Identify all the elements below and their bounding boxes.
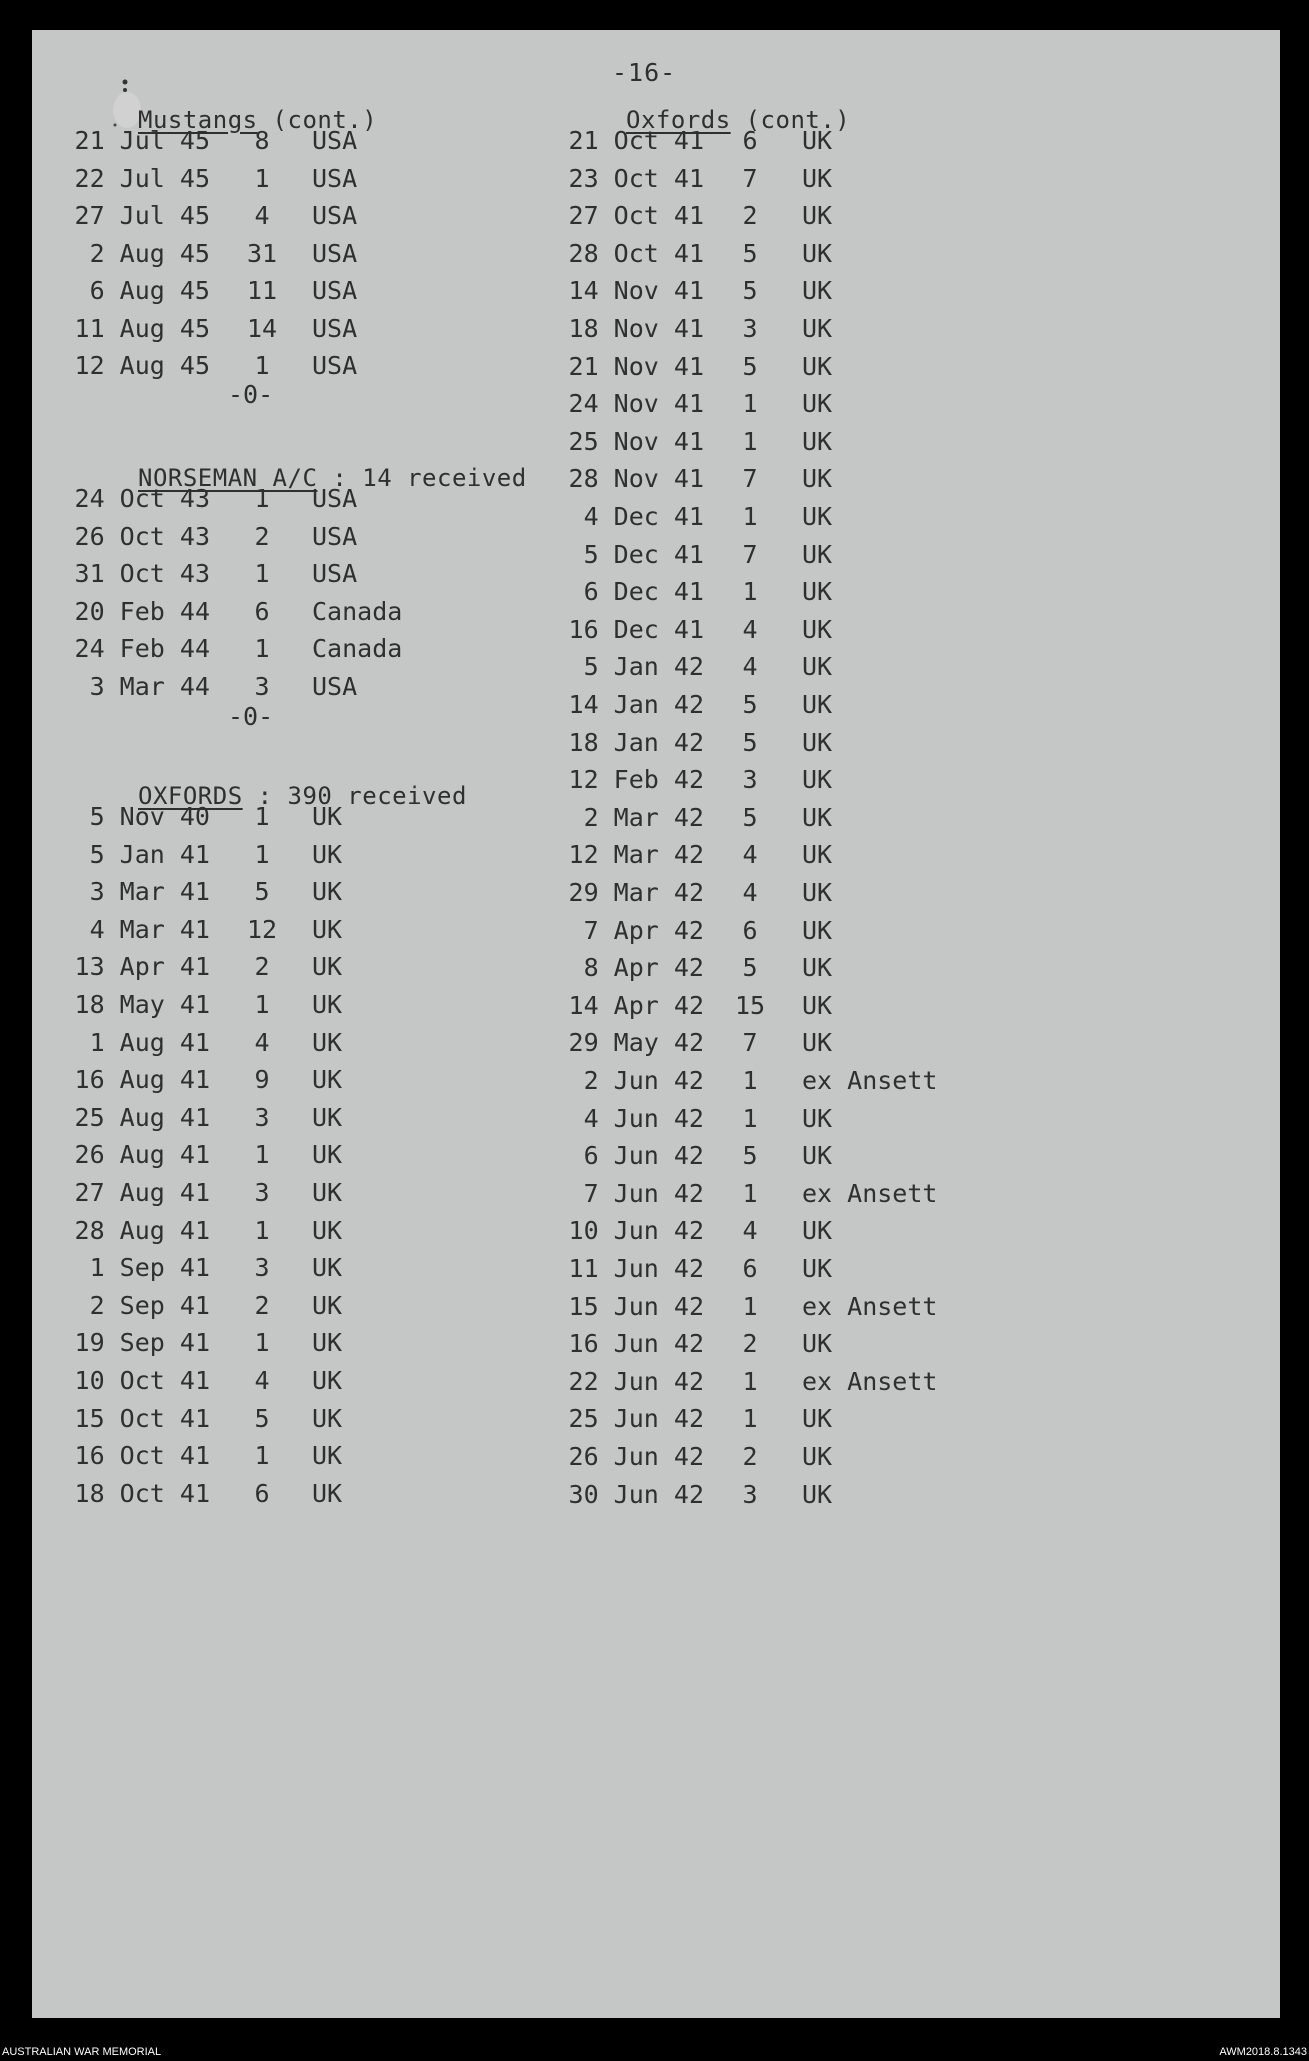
oxfords-cont-suffix: (cont.) <box>745 106 851 134</box>
row-date: 27 Aug 41 <box>74 1178 210 1207</box>
row-source: UK <box>802 652 833 681</box>
row-date: 18 Oct 41 <box>74 1479 210 1508</box>
row-quantity: 1 <box>254 1140 270 1169</box>
row-quantity: 14 <box>246 314 278 343</box>
row-quantity: 1 <box>254 634 270 663</box>
table-row <box>32 1141 1232 1181</box>
table-row <box>32 1216 1232 1256</box>
row-source: UK <box>802 991 833 1020</box>
row-date: 15 Jun 42 <box>568 1292 704 1321</box>
row-source: UK <box>802 1442 833 1471</box>
row-date: 30 Jun 42 <box>568 1480 704 1509</box>
row-date: 11 Aug 45 <box>74 314 210 343</box>
table-row <box>32 953 1232 993</box>
table-row <box>32 728 1232 768</box>
row-date: 19 Sep 41 <box>74 1328 210 1357</box>
row-source: ex Ansett <box>802 1367 938 1396</box>
row-source: UK <box>312 1404 343 1433</box>
row-source: USA <box>312 276 358 305</box>
row-date: 3 Mar 44 <box>89 672 210 701</box>
row-quantity: 1 <box>254 1216 270 1245</box>
row-quantity: 15 <box>734 991 766 1020</box>
row-date: 1 Sep 41 <box>89 1253 210 1282</box>
table-row <box>32 276 1232 316</box>
footer-institution: AUSTRALIAN WAR MEMORIAL <box>2 2046 162 2058</box>
row-date: 2 Jun 42 <box>583 1066 704 1095</box>
row-source: USA <box>312 201 358 230</box>
row-date: 4 Jun 42 <box>583 1104 704 1133</box>
row-date: 4 Mar 41 <box>89 915 210 944</box>
row-source: UK <box>312 802 343 831</box>
row-quantity: 4 <box>742 615 758 644</box>
row-source: USA <box>312 484 358 513</box>
row-date: 14 Nov 41 <box>568 276 704 305</box>
row-quantity: 1 <box>742 1367 758 1396</box>
row-source: UK <box>802 427 833 456</box>
row-date: 7 Jun 42 <box>583 1179 704 1208</box>
table-row <box>32 840 1232 880</box>
table-row <box>32 1404 1232 1444</box>
row-date: 10 Oct 41 <box>74 1366 210 1395</box>
row-source: UK <box>312 1479 343 1508</box>
row-date: 18 Jan 42 <box>568 728 704 757</box>
document-page <box>32 30 1280 2018</box>
row-source: USA <box>312 164 358 193</box>
table-row <box>32 1480 1232 1520</box>
row-quantity: 1 <box>742 1104 758 1133</box>
table-row <box>32 1104 1232 1144</box>
row-source: UK <box>312 952 343 981</box>
row-quantity: 1 <box>742 1404 758 1433</box>
row-quantity: 4 <box>254 1028 270 1057</box>
row-source: UK <box>312 840 343 869</box>
row-date: 21 Jul 45 <box>74 126 210 155</box>
row-source: UK <box>802 502 833 531</box>
row-source: UK <box>312 1328 343 1357</box>
table-row <box>32 464 1232 504</box>
row-quantity: 5 <box>742 352 758 381</box>
row-source: UK <box>802 728 833 757</box>
row-quantity: 1 <box>254 1328 270 1357</box>
row-source: UK <box>312 1366 343 1395</box>
row-date: 24 Feb 44 <box>74 634 210 663</box>
table-row <box>32 991 1232 1031</box>
row-source: USA <box>312 351 358 380</box>
row-source: UK <box>802 690 833 719</box>
row-quantity: 6 <box>742 126 758 155</box>
row-quantity: 1 <box>742 427 758 456</box>
row-date: 5 Dec 41 <box>583 540 704 569</box>
row-quantity: 5 <box>742 690 758 719</box>
row-source: UK <box>802 615 833 644</box>
norseman-separator: -0- <box>228 702 274 731</box>
row-source: UK <box>802 164 833 193</box>
row-date: 5 Jan 41 <box>89 840 210 869</box>
row-source: UK <box>802 1480 833 1509</box>
table-row <box>32 164 1232 204</box>
footer-reference: AWM2018.8.1343 <box>1219 2046 1307 2058</box>
row-quantity: 1 <box>742 1066 758 1095</box>
row-source: USA <box>312 672 358 701</box>
row-source: UK <box>802 577 833 606</box>
row-quantity: 4 <box>254 201 270 230</box>
row-source: UK <box>312 1291 343 1320</box>
row-date: 2 Sep 41 <box>89 1291 210 1320</box>
row-quantity: 11 <box>246 276 278 305</box>
row-date: 25 Nov 41 <box>568 427 704 456</box>
row-date: 20 Feb 44 <box>74 597 210 626</box>
row-date: 12 Mar 42 <box>568 840 704 869</box>
row-source: USA <box>312 522 358 551</box>
row-date: 5 Jan 42 <box>583 652 704 681</box>
row-quantity: 4 <box>742 1216 758 1245</box>
row-source: UK <box>802 1104 833 1133</box>
row-source: UK <box>802 1329 833 1358</box>
table-row <box>32 652 1232 692</box>
row-quantity: 2 <box>254 1291 270 1320</box>
row-source: USA <box>312 239 358 268</box>
row-quantity: 1 <box>254 840 270 869</box>
table-row <box>32 1442 1232 1482</box>
row-date: 28 Nov 41 <box>568 464 704 493</box>
row-source: UK <box>802 953 833 982</box>
row-quantity: 6 <box>742 1254 758 1283</box>
table-row <box>32 502 1232 542</box>
row-quantity: 5 <box>742 239 758 268</box>
row-source: UK <box>802 201 833 230</box>
row-quantity: 1 <box>742 389 758 418</box>
row-source: UK <box>312 1103 343 1132</box>
row-date: 25 Jun 42 <box>568 1404 704 1433</box>
row-quantity: 4 <box>254 1366 270 1395</box>
row-date: 24 Oct 43 <box>74 484 210 513</box>
row-date: 31 Oct 43 <box>74 559 210 588</box>
row-date: 26 Oct 43 <box>74 522 210 551</box>
row-quantity: 5 <box>254 877 270 906</box>
table-row <box>32 803 1232 843</box>
row-quantity: 31 <box>246 239 278 268</box>
row-source: UK <box>312 990 343 1019</box>
row-quantity: 1 <box>742 1292 758 1321</box>
table-row <box>32 878 1232 918</box>
row-date: 23 Oct 41 <box>568 164 704 193</box>
row-date: 6 Aug 45 <box>89 276 210 305</box>
row-quantity: 5 <box>742 1141 758 1170</box>
table-row <box>32 690 1232 730</box>
row-quantity: 1 <box>742 577 758 606</box>
row-quantity: 6 <box>742 916 758 945</box>
table-row <box>32 126 1232 166</box>
row-source: UK <box>802 314 833 343</box>
table-row <box>32 540 1232 580</box>
table-row <box>32 1292 1232 1332</box>
row-quantity: 1 <box>254 164 270 193</box>
row-source: UK <box>802 464 833 493</box>
row-source: UK <box>802 840 833 869</box>
row-source: UK <box>312 1028 343 1057</box>
row-source: ex Ansett <box>802 1066 938 1095</box>
row-source: UK <box>312 1253 343 1282</box>
row-quantity: 12 <box>246 915 278 944</box>
row-date: 27 Oct 41 <box>568 201 704 230</box>
row-source: UK <box>802 389 833 418</box>
row-quantity: 1 <box>254 1441 270 1470</box>
row-quantity: 3 <box>254 1103 270 1132</box>
row-quantity: 3 <box>254 672 270 701</box>
row-source: UK <box>802 276 833 305</box>
row-source: UK <box>312 915 343 944</box>
row-date: 6 Dec 41 <box>583 577 704 606</box>
row-date: 21 Nov 41 <box>568 352 704 381</box>
table-row <box>32 389 1232 429</box>
row-source: USA <box>312 126 358 155</box>
row-source: UK <box>312 1178 343 1207</box>
row-source: UK <box>802 1141 833 1170</box>
row-date: 18 Nov 41 <box>568 314 704 343</box>
row-source: ex Ansett <box>802 1292 938 1321</box>
row-source: UK <box>312 1065 343 1094</box>
row-quantity: 4 <box>742 878 758 907</box>
row-source: UK <box>312 877 343 906</box>
row-source: ex Ansett <box>802 1179 938 1208</box>
row-quantity: 7 <box>742 540 758 569</box>
row-date: 16 Jun 42 <box>568 1329 704 1358</box>
row-quantity: 4 <box>742 652 758 681</box>
row-date: 1 Aug 41 <box>89 1028 210 1057</box>
row-date: 12 Aug 45 <box>74 351 210 380</box>
row-date: 5 Nov 40 <box>89 802 210 831</box>
mustangs-suffix: (cont.) <box>272 106 378 134</box>
row-date: 28 Oct 41 <box>568 239 704 268</box>
row-quantity: 2 <box>742 201 758 230</box>
row-source: UK <box>312 1441 343 1470</box>
norseman-title: NORSEMAN A/C <box>138 464 318 492</box>
row-date: 16 Dec 41 <box>568 615 704 644</box>
row-quantity: 5 <box>254 1404 270 1433</box>
table-row <box>32 201 1232 241</box>
row-source: UK <box>802 765 833 794</box>
table-row <box>32 1367 1232 1407</box>
oxfords-suffix: : 390 received <box>257 782 467 810</box>
row-quantity: 9 <box>254 1065 270 1094</box>
row-quantity: 1 <box>254 990 270 1019</box>
table-row <box>32 239 1232 279</box>
row-date: 22 Jun 42 <box>568 1367 704 1396</box>
row-date: 13 Apr 41 <box>74 952 210 981</box>
row-date: 24 Nov 41 <box>568 389 704 418</box>
row-date: 29 Mar 42 <box>568 878 704 907</box>
row-quantity: 1 <box>254 559 270 588</box>
row-quantity: 6 <box>254 597 270 626</box>
row-quantity: 3 <box>742 1480 758 1509</box>
row-quantity: 3 <box>254 1178 270 1207</box>
row-date: 6 Jun 42 <box>583 1141 704 1170</box>
table-row <box>32 1028 1232 1068</box>
row-quantity: 2 <box>254 522 270 551</box>
table-row <box>32 765 1232 805</box>
row-source: UK <box>802 1254 833 1283</box>
row-date: 26 Jun 42 <box>568 1442 704 1471</box>
row-quantity: 1 <box>742 502 758 531</box>
row-date: 12 Feb 42 <box>568 765 704 794</box>
row-quantity: 5 <box>742 276 758 305</box>
row-source: Canada <box>312 634 403 663</box>
table-row <box>32 314 1232 354</box>
row-source: UK <box>802 1216 833 1245</box>
row-source: Canada <box>312 597 403 626</box>
oxfords-title: OXFORDS <box>138 782 243 810</box>
row-source: UK <box>802 540 833 569</box>
row-quantity: 5 <box>742 803 758 832</box>
row-date: 28 Aug 41 <box>74 1216 210 1245</box>
row-date: 2 Aug 45 <box>89 239 210 268</box>
row-quantity: 3 <box>742 765 758 794</box>
row-quantity: 2 <box>742 1329 758 1358</box>
table-row <box>32 1254 1232 1294</box>
row-source: UK <box>802 1404 833 1433</box>
row-date: 21 Oct 41 <box>568 126 704 155</box>
row-date: 3 Mar 41 <box>89 877 210 906</box>
row-quantity: 1 <box>254 802 270 831</box>
row-source: UK <box>802 126 833 155</box>
row-quantity: 1 <box>254 351 270 380</box>
row-quantity: 6 <box>254 1479 270 1508</box>
row-date: 22 Jul 45 <box>74 164 210 193</box>
row-quantity: 7 <box>742 164 758 193</box>
row-source: UK <box>802 1028 833 1057</box>
table-row <box>32 916 1232 956</box>
row-source: UK <box>312 1140 343 1169</box>
row-quantity: 7 <box>742 464 758 493</box>
row-date: 16 Aug 41 <box>74 1065 210 1094</box>
row-date: 14 Jan 42 <box>568 690 704 719</box>
mustangs-separator: -0- <box>228 380 274 409</box>
page-number: -16- <box>612 58 677 87</box>
row-source: UK <box>802 916 833 945</box>
table-row <box>32 352 1232 392</box>
row-source: UK <box>802 239 833 268</box>
row-source: USA <box>312 559 358 588</box>
row-quantity: 3 <box>254 1253 270 1282</box>
row-date: 8 Apr 42 <box>583 953 704 982</box>
table-row <box>32 1179 1232 1219</box>
table-row <box>32 615 1232 655</box>
row-date: 2 Mar 42 <box>583 803 704 832</box>
row-date: 25 Aug 41 <box>74 1103 210 1132</box>
row-date: 7 Apr 42 <box>583 916 704 945</box>
row-date: 15 Oct 41 <box>74 1404 210 1433</box>
norseman-suffix: : 14 received <box>332 464 527 492</box>
row-date: 11 Jun 42 <box>568 1254 704 1283</box>
row-quantity: 5 <box>742 728 758 757</box>
row-date: 29 May 42 <box>568 1028 704 1057</box>
table-row <box>32 427 1232 467</box>
row-quantity: 5 <box>742 953 758 982</box>
row-date: 18 May 41 <box>74 990 210 1019</box>
row-source: UK <box>802 878 833 907</box>
row-date: 4 Dec 41 <box>583 502 704 531</box>
row-source: UK <box>312 1216 343 1245</box>
row-quantity: 4 <box>742 840 758 869</box>
row-source: UK <box>802 352 833 381</box>
row-quantity: 3 <box>742 314 758 343</box>
row-date: 14 Apr 42 <box>568 991 704 1020</box>
row-date: 16 Oct 41 <box>74 1441 210 1470</box>
row-date: 27 Jul 45 <box>74 201 210 230</box>
row-quantity: 1 <box>254 484 270 513</box>
table-row <box>32 1066 1232 1106</box>
row-quantity: 2 <box>254 952 270 981</box>
row-date: 10 Jun 42 <box>568 1216 704 1245</box>
row-quantity: 2 <box>742 1442 758 1471</box>
mustangs-title: Mustangs <box>138 106 258 134</box>
row-quantity: 1 <box>742 1179 758 1208</box>
row-quantity: 8 <box>254 126 270 155</box>
table-row <box>32 577 1232 617</box>
row-quantity: 7 <box>742 1028 758 1057</box>
row-source: USA <box>312 314 358 343</box>
oxfords-cont-title: Oxfords <box>626 106 731 134</box>
table-row <box>32 1329 1232 1369</box>
row-source: UK <box>802 803 833 832</box>
row-date: 26 Aug 41 <box>74 1140 210 1169</box>
